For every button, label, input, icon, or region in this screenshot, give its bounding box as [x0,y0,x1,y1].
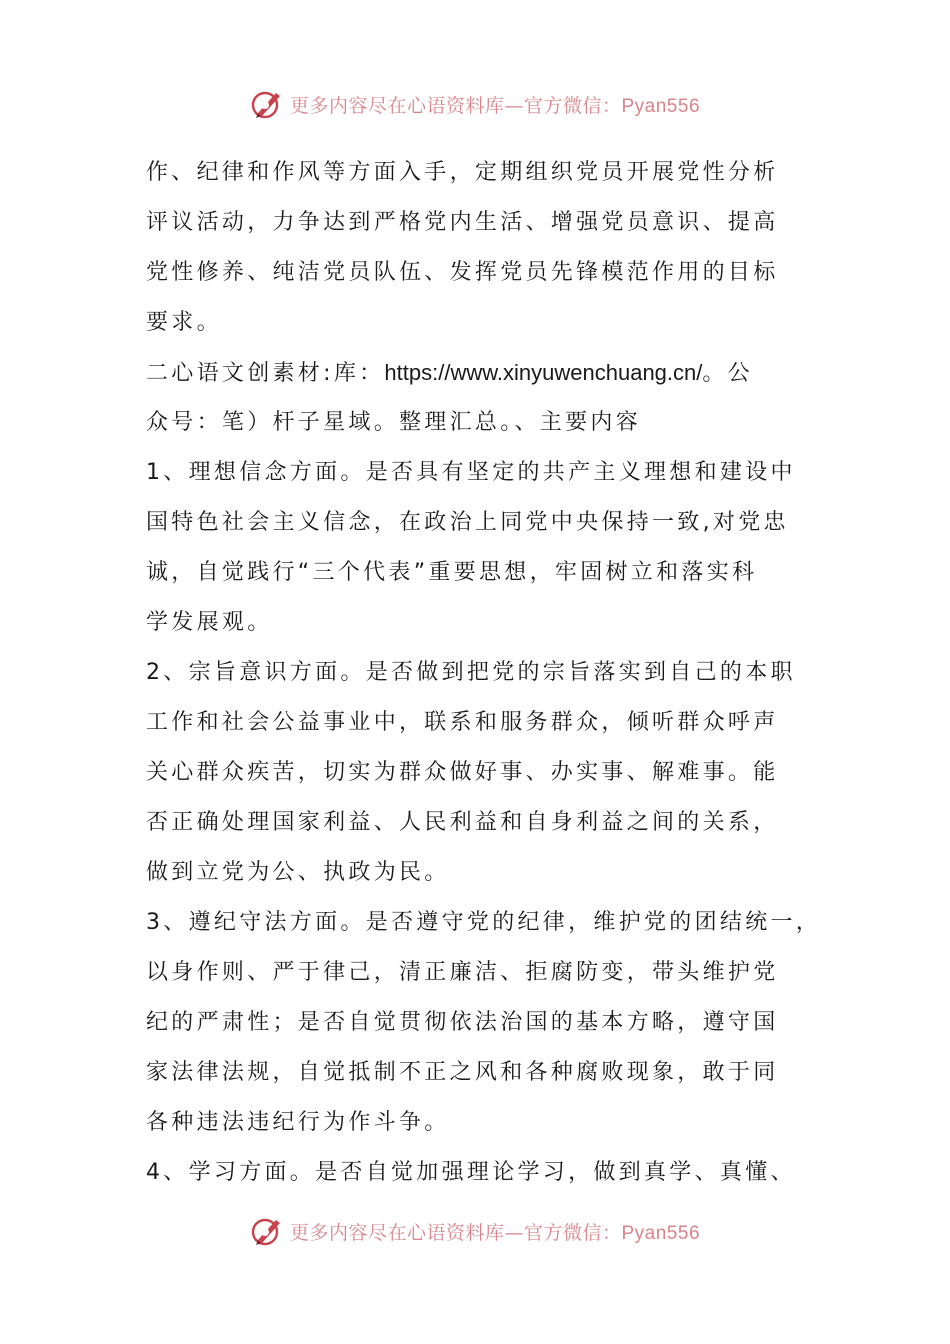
body-line: 否正确处理国家利益、人民利益和自身利益之间的关系， [146,810,779,835]
footer-banner [0,1211,950,1251]
body-line: 做到立党为公、执政为民。 [146,860,450,885]
header-banner [0,84,950,124]
document-body [146,148,826,1198]
header-banner-text: 更多内容尽在心语资料库—官方微信：Pyan556 [289,94,701,117]
body-line: 国特色社会主义信念，在政治上同党中央保持一致,对党忠 [146,510,789,535]
body-line: 2、宗旨意识方面。是否做到把党的宗旨落实到自己的本职 [146,660,796,685]
body-line: 各种违法违纪行为作斗争。 [146,1110,450,1135]
body-line: 关心群众疾苦，切实为群众做好事、办实事、解难事。能 [146,760,779,785]
body-line: 党性修养、纯洁党员队伍、发挥党员先锋模范作用的目标 [146,260,779,285]
body-line: 学发展观。 [146,610,273,635]
body-line: 工作和社会公益事业中，联系和服务群众，倾听群众呼声 [146,710,779,735]
body-line: 以身作则、严于律己，清正廉洁、拒腐防变，带头维护党 [146,960,779,985]
body-line: 3、遵纪守法方面。是否遵守党的纪律，维护党的团结统一， [146,910,822,935]
footer-banner-text: 更多内容尽在心语资料库—官方微信：Pyan556 [289,1221,701,1244]
body-line-with-url: 二心语文创素材:库：https://www.xinyuwenchuang.cn/。公 [146,360,753,386]
body-line: 1、理想信念方面。是否具有坚定的共产主义理想和建设中 [146,460,796,485]
body-line: 家法律法规，自觉抵制不正之风和各种腐败现象，敢于同 [146,1060,779,1085]
body-line: 众号：笔）杆子星域。整理汇总。、主要内容 [146,410,642,435]
body-line: 要求。 [146,310,222,335]
body-line: 作、纪律和作风等方面入手，定期组织党员开展党性分析 [146,160,779,185]
body-line: 纪的严肃性；是否自觉贯彻依法治国的基本方略，遵守国 [146,1010,779,1035]
body-line: 评议活动，力争达到严格党内生活、增强党员意识、提高 [146,210,779,235]
pen-circle-logo-icon [250,1214,284,1248]
website-url-link[interactable]: https://www.xinyuwenchuang.cn/ [384,360,703,385]
pen-circle-logo-icon [250,87,284,121]
body-line: 诚，自觉践行“三个代表”重要思想，牢固树立和落实科 [146,560,758,585]
body-line: 4、学习方面。是否自觉加强理论学习，做到真学、真懂、 [146,1160,796,1185]
